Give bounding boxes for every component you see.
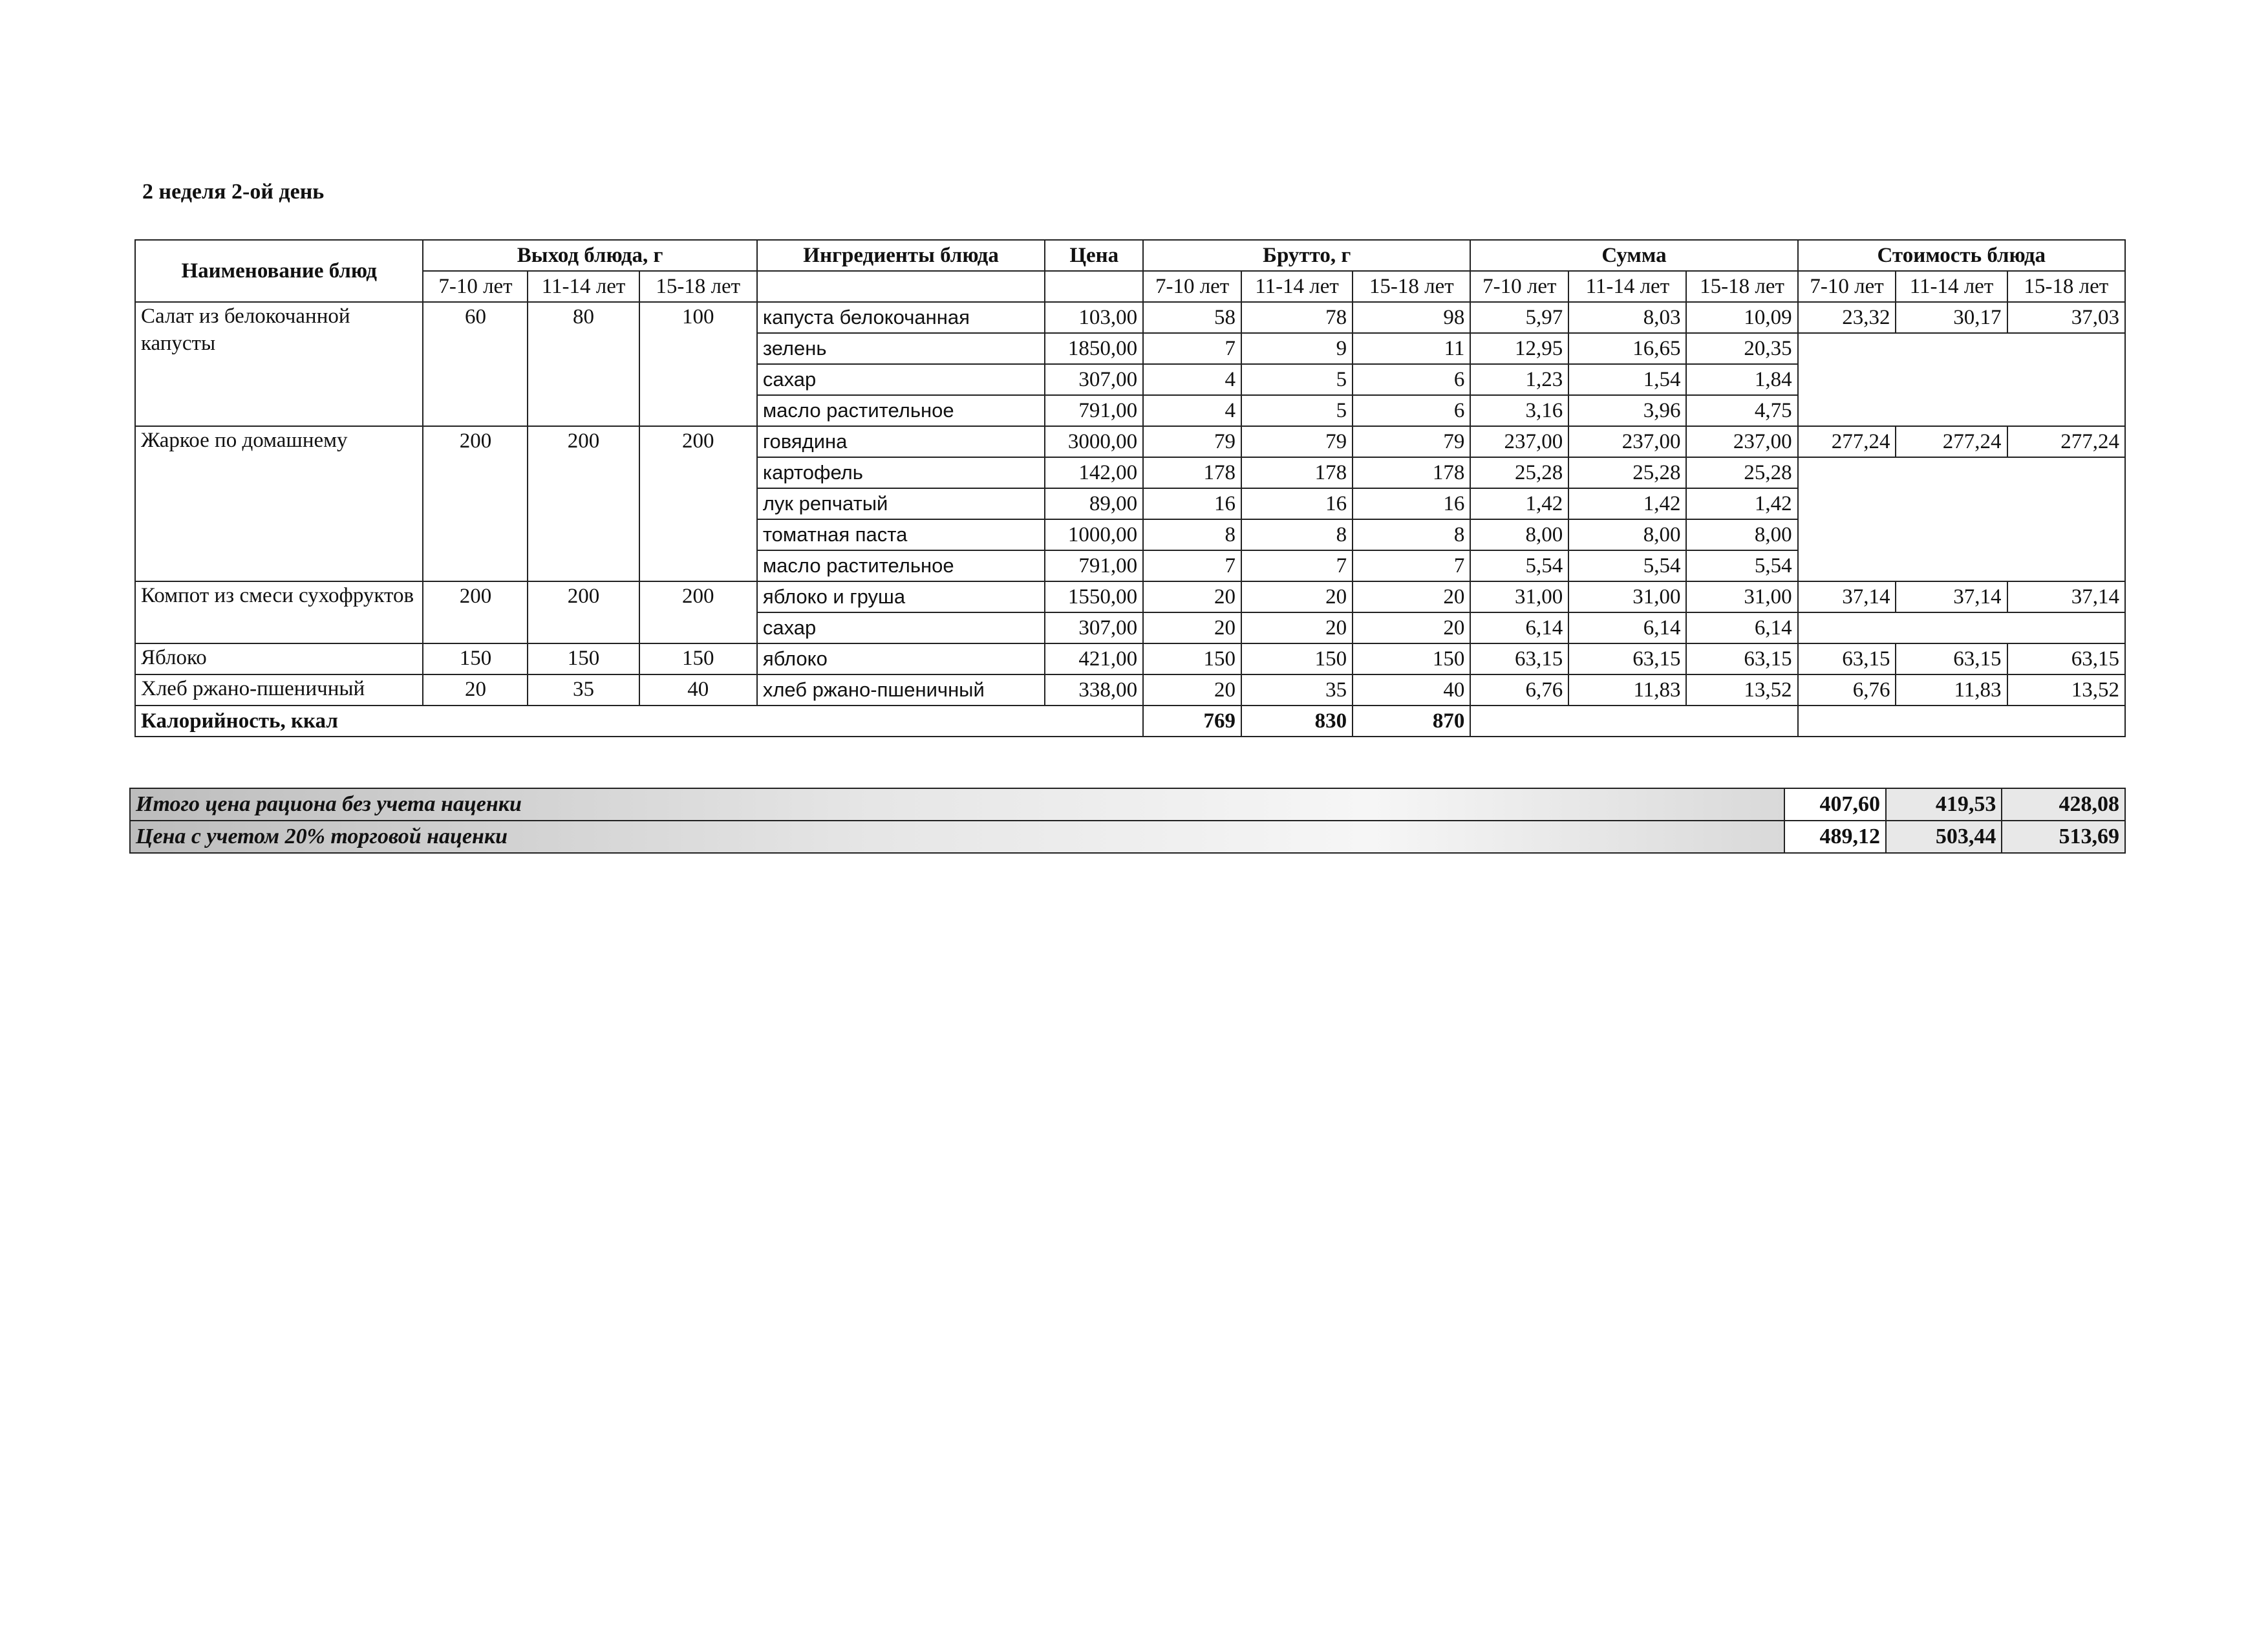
ingredient-brutto: 20 bbox=[1241, 612, 1353, 643]
dish-cost: 63,15 bbox=[1896, 643, 2007, 674]
header-yield-age: 11-14 лет bbox=[528, 271, 639, 302]
ingredient-price: 89,00 bbox=[1045, 488, 1143, 519]
dish-yield: 200 bbox=[423, 426, 528, 581]
dish-yield: 20 bbox=[423, 674, 528, 706]
ingredient-sum: 6,14 bbox=[1568, 612, 1686, 643]
ingredient-brutto: 78 bbox=[1241, 302, 1353, 333]
ingredient-sum: 1,42 bbox=[1686, 488, 1797, 519]
dish-cost: 6,76 bbox=[1798, 674, 1896, 706]
ingredient-brutto: 11 bbox=[1353, 333, 1470, 364]
ingredient-brutto: 16 bbox=[1241, 488, 1353, 519]
ingredient-sum: 3,96 bbox=[1568, 395, 1686, 426]
header-sum: Сумма bbox=[1470, 240, 1797, 271]
dish-yield: 80 bbox=[528, 302, 639, 426]
ingredient-brutto: 79 bbox=[1241, 426, 1353, 457]
ingredient-brutto: 7 bbox=[1143, 550, 1241, 581]
dish-cost: 63,15 bbox=[1798, 643, 1896, 674]
calories-blank bbox=[1798, 706, 2125, 737]
ingredient-name: яблоко и груша bbox=[757, 581, 1045, 612]
dish-name: Салат из белокочанной капусты bbox=[135, 302, 423, 426]
ingredient-price: 338,00 bbox=[1045, 674, 1143, 706]
ingredient-sum: 6,76 bbox=[1470, 674, 1568, 706]
ingredient-sum: 31,00 bbox=[1568, 581, 1686, 612]
dish-name: Яблоко bbox=[135, 643, 423, 674]
header-cost-age: 7-10 лет bbox=[1798, 271, 1896, 302]
total-row-with-markup bbox=[130, 821, 2125, 853]
ingredient-brutto: 8 bbox=[1353, 519, 1470, 550]
dish-name: Жаркое по домашнему bbox=[135, 426, 423, 581]
ingredient-name: зелень bbox=[757, 333, 1045, 364]
ingredient-sum: 237,00 bbox=[1686, 426, 1797, 457]
ingredient-brutto: 20 bbox=[1143, 612, 1241, 643]
total-row-no-markup bbox=[130, 788, 2125, 821]
dish-cost: 23,32 bbox=[1798, 302, 1896, 333]
ingredient-sum: 5,54 bbox=[1470, 550, 1568, 581]
total-label: Итого цена рациона без учета наценки bbox=[130, 788, 1784, 821]
dish-cost-blank bbox=[1798, 612, 2125, 643]
ingredient-brutto: 79 bbox=[1353, 426, 1470, 457]
ingredient-brutto: 20 bbox=[1353, 581, 1470, 612]
header-yield: Выход блюда, г bbox=[423, 240, 756, 271]
menu-table bbox=[134, 239, 2126, 737]
ingredient-name: масло растительное bbox=[757, 395, 1045, 426]
ingredient-sum: 1,54 bbox=[1568, 364, 1686, 395]
dish-yield: 150 bbox=[423, 643, 528, 674]
ingredient-price: 103,00 bbox=[1045, 302, 1143, 333]
ingredient-row bbox=[135, 426, 2125, 457]
ingredient-sum: 11,83 bbox=[1568, 674, 1686, 706]
ingredient-brutto: 20 bbox=[1143, 581, 1241, 612]
total-value: 489,12 bbox=[1784, 821, 1886, 853]
ingredient-sum: 8,00 bbox=[1470, 519, 1568, 550]
calories-value: 870 bbox=[1353, 706, 1470, 737]
dish-yield: 200 bbox=[423, 581, 528, 643]
total-value: 513,69 bbox=[2002, 821, 2125, 853]
ingredient-sum: 63,15 bbox=[1568, 643, 1686, 674]
ingredient-brutto: 9 bbox=[1241, 333, 1353, 364]
header-yield-age: 15-18 лет bbox=[639, 271, 757, 302]
ingredient-sum: 5,54 bbox=[1686, 550, 1797, 581]
ingredient-brutto: 5 bbox=[1241, 364, 1353, 395]
dish-cost-blank bbox=[1798, 457, 2125, 581]
ingredient-price: 791,00 bbox=[1045, 395, 1143, 426]
dish-yield: 100 bbox=[639, 302, 757, 426]
ingredient-brutto: 4 bbox=[1143, 395, 1241, 426]
dish-yield: 200 bbox=[528, 581, 639, 643]
total-value: 503,44 bbox=[1886, 821, 2002, 853]
ingredient-brutto: 7 bbox=[1353, 550, 1470, 581]
ingredient-brutto: 16 bbox=[1353, 488, 1470, 519]
dish-yield: 60 bbox=[423, 302, 528, 426]
ingredient-brutto: 6 bbox=[1353, 364, 1470, 395]
ingredient-brutto: 4 bbox=[1143, 364, 1241, 395]
dish-yield: 200 bbox=[528, 426, 639, 581]
ingredient-brutto: 58 bbox=[1143, 302, 1241, 333]
header-price-blank bbox=[1045, 271, 1143, 302]
ingredient-price: 307,00 bbox=[1045, 612, 1143, 643]
ingredient-name: хлеб ржано-пшеничный bbox=[757, 674, 1045, 706]
header-brutto-age: 7-10 лет bbox=[1143, 271, 1241, 302]
ingredient-name: картофель bbox=[757, 457, 1045, 488]
dish-cost-blank bbox=[1798, 333, 2125, 426]
ingredient-brutto: 98 bbox=[1353, 302, 1470, 333]
ingredient-sum: 1,84 bbox=[1686, 364, 1797, 395]
ingredient-brutto: 20 bbox=[1353, 612, 1470, 643]
header-price: Цена bbox=[1045, 240, 1143, 271]
ingredient-brutto: 7 bbox=[1241, 550, 1353, 581]
dish-yield: 35 bbox=[528, 674, 639, 706]
ingredient-brutto: 6 bbox=[1353, 395, 1470, 426]
dish-cost: 277,24 bbox=[1798, 426, 1896, 457]
header-dish-name: Наименование блюд bbox=[135, 240, 423, 302]
ingredient-sum: 5,97 bbox=[1470, 302, 1568, 333]
ingredient-sum: 10,09 bbox=[1686, 302, 1797, 333]
ingredient-sum: 8,00 bbox=[1568, 519, 1686, 550]
ingredient-sum: 1,42 bbox=[1470, 488, 1568, 519]
ingredient-row bbox=[135, 581, 2125, 612]
dish-cost: 37,14 bbox=[2007, 581, 2125, 612]
ingredient-brutto: 8 bbox=[1143, 519, 1241, 550]
ingredient-price: 1000,00 bbox=[1045, 519, 1143, 550]
ingredient-brutto: 5 bbox=[1241, 395, 1353, 426]
ingredient-sum: 12,95 bbox=[1470, 333, 1568, 364]
ingredient-name: капуста белокочанная bbox=[757, 302, 1045, 333]
ingredient-price: 791,00 bbox=[1045, 550, 1143, 581]
header-yield-age: 7-10 лет bbox=[423, 271, 528, 302]
ingredient-name: сахар bbox=[757, 364, 1045, 395]
ingredient-brutto: 35 bbox=[1241, 674, 1353, 706]
calories-blank bbox=[1470, 706, 1797, 737]
header-cost-age: 11-14 лет bbox=[1896, 271, 2007, 302]
calories-value: 769 bbox=[1143, 706, 1241, 737]
ingredient-brutto: 16 bbox=[1143, 488, 1241, 519]
ingredient-sum: 31,00 bbox=[1470, 581, 1568, 612]
ingredient-name: лук репчатый bbox=[757, 488, 1045, 519]
ingredient-sum: 20,35 bbox=[1686, 333, 1797, 364]
dish-cost: 37,03 bbox=[2007, 302, 2125, 333]
header-row-1 bbox=[135, 240, 2125, 271]
total-label: Цена с учетом 20% торговой наценки bbox=[130, 821, 1784, 853]
calories-label: Калорийность, ккал bbox=[135, 706, 1143, 737]
calories-row bbox=[135, 706, 2125, 737]
ingredient-brutto: 150 bbox=[1241, 643, 1353, 674]
dish-cost: 63,15 bbox=[2007, 643, 2125, 674]
ingredient-sum: 63,15 bbox=[1470, 643, 1568, 674]
dish-cost: 30,17 bbox=[1896, 302, 2007, 333]
ingredient-name: говядина bbox=[757, 426, 1045, 457]
ingredient-name: томатная паста bbox=[757, 519, 1045, 550]
ingredient-price: 1850,00 bbox=[1045, 333, 1143, 364]
ingredient-sum: 31,00 bbox=[1686, 581, 1797, 612]
header-cost-age: 15-18 лет bbox=[2007, 271, 2125, 302]
ingredient-row bbox=[135, 302, 2125, 333]
total-value: 428,08 bbox=[2002, 788, 2125, 821]
ingredient-sum: 16,65 bbox=[1568, 333, 1686, 364]
ingredient-sum: 25,28 bbox=[1686, 457, 1797, 488]
ingredient-sum: 25,28 bbox=[1568, 457, 1686, 488]
header-sum-age: 11-14 лет bbox=[1568, 271, 1686, 302]
ingredient-sum: 3,16 bbox=[1470, 395, 1568, 426]
ingredient-sum: 237,00 bbox=[1470, 426, 1568, 457]
header-brutto: Брутто, г bbox=[1143, 240, 1470, 271]
ingredient-sum: 237,00 bbox=[1568, 426, 1686, 457]
ingredient-brutto: 40 bbox=[1353, 674, 1470, 706]
header-sum-age: 15-18 лет bbox=[1686, 271, 1797, 302]
ingredient-brutto: 79 bbox=[1143, 426, 1241, 457]
ingredient-name: сахар bbox=[757, 612, 1045, 643]
total-value: 419,53 bbox=[1886, 788, 2002, 821]
header-ingredients: Ингредиенты блюда bbox=[757, 240, 1045, 271]
ingredient-sum: 13,52 bbox=[1686, 674, 1797, 706]
calories-value: 830 bbox=[1241, 706, 1353, 737]
ingredient-sum: 4,75 bbox=[1686, 395, 1797, 426]
ingredient-sum: 8,00 bbox=[1686, 519, 1797, 550]
dish-yield: 200 bbox=[639, 581, 757, 643]
ingredient-sum: 6,14 bbox=[1686, 612, 1797, 643]
ingredient-brutto: 20 bbox=[1241, 581, 1353, 612]
ingredient-brutto: 178 bbox=[1143, 457, 1241, 488]
ingredient-brutto: 150 bbox=[1353, 643, 1470, 674]
menu-body bbox=[135, 302, 2125, 737]
header-sum-age: 7-10 лет bbox=[1470, 271, 1568, 302]
ingredient-row bbox=[135, 674, 2125, 706]
ingredient-name: яблоко bbox=[757, 643, 1045, 674]
page-title: 2 неделя 2-ой день bbox=[142, 180, 325, 204]
dish-cost: 13,52 bbox=[2007, 674, 2125, 706]
ingredient-sum: 8,03 bbox=[1568, 302, 1686, 333]
ingredient-price: 307,00 bbox=[1045, 364, 1143, 395]
header-brutto-age: 11-14 лет bbox=[1241, 271, 1353, 302]
dish-cost: 37,14 bbox=[1798, 581, 1896, 612]
ingredient-brutto: 8 bbox=[1241, 519, 1353, 550]
ingredient-row bbox=[135, 643, 2125, 674]
ingredient-price: 142,00 bbox=[1045, 457, 1143, 488]
total-value: 407,60 bbox=[1784, 788, 1886, 821]
ingredient-price: 421,00 bbox=[1045, 643, 1143, 674]
ingredient-brutto: 20 bbox=[1143, 674, 1241, 706]
totals-table bbox=[129, 788, 2126, 854]
ingredient-price: 3000,00 bbox=[1045, 426, 1143, 457]
ingredient-sum: 1,42 bbox=[1568, 488, 1686, 519]
ingredient-sum: 6,14 bbox=[1470, 612, 1568, 643]
dish-cost: 11,83 bbox=[1896, 674, 2007, 706]
ingredient-price: 1550,00 bbox=[1045, 581, 1143, 612]
ingredient-brutto: 7 bbox=[1143, 333, 1241, 364]
header-dish-cost: Стоимость блюда bbox=[1798, 240, 2125, 271]
dish-yield: 150 bbox=[528, 643, 639, 674]
dish-cost: 37,14 bbox=[1896, 581, 2007, 612]
header-brutto-age: 15-18 лет bbox=[1353, 271, 1470, 302]
ingredient-sum: 25,28 bbox=[1470, 457, 1568, 488]
dish-cost: 277,24 bbox=[1896, 426, 2007, 457]
header-row-2 bbox=[135, 271, 2125, 302]
ingredient-name: масло растительное bbox=[757, 550, 1045, 581]
ingredient-sum: 5,54 bbox=[1568, 550, 1686, 581]
dish-yield: 200 bbox=[639, 426, 757, 581]
header-ingredients-blank bbox=[757, 271, 1045, 302]
ingredient-brutto: 178 bbox=[1353, 457, 1470, 488]
dish-cost: 277,24 bbox=[2007, 426, 2125, 457]
dish-name: Компот из смеси сухофруктов bbox=[135, 581, 423, 643]
dish-yield: 150 bbox=[639, 643, 757, 674]
ingredient-brutto: 150 bbox=[1143, 643, 1241, 674]
dish-yield: 40 bbox=[639, 674, 757, 706]
ingredient-sum: 1,23 bbox=[1470, 364, 1568, 395]
ingredient-brutto: 178 bbox=[1241, 457, 1353, 488]
ingredient-sum: 63,15 bbox=[1686, 643, 1797, 674]
dish-name: Хлеб ржано-пшеничный bbox=[135, 674, 423, 706]
